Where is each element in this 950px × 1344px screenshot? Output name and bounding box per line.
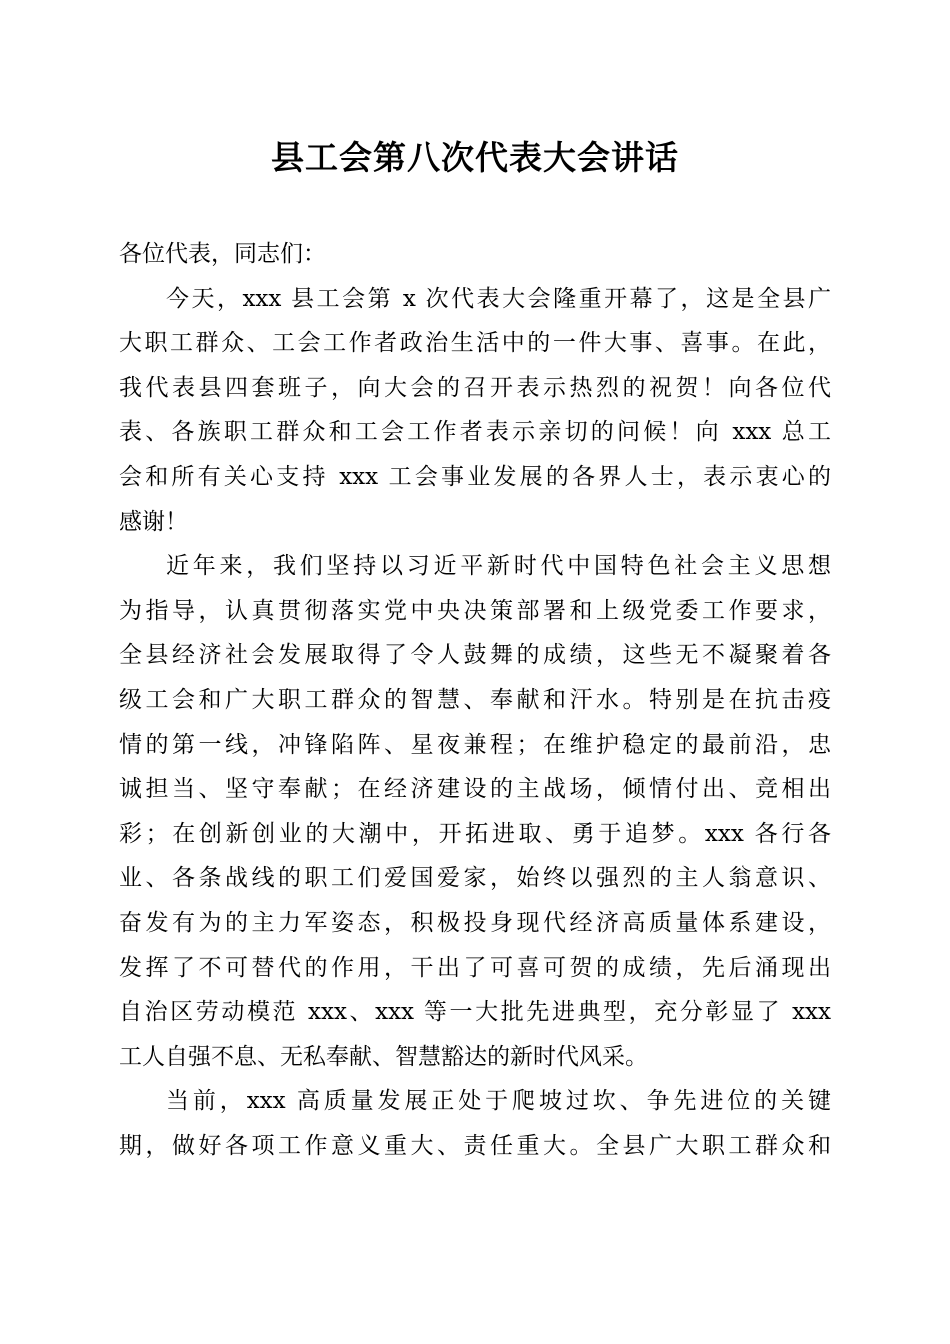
paragraph-1-line-2: 大职工群众、工会工作者政治生活中的一件大事、喜事。在此，: [119, 330, 831, 357]
paragraph-2-line-7: 彩；在创新创业的大潮中，开拓进取、勇于追梦。xxx 各行各: [119, 820, 831, 847]
paragraph-2-line-11: 自治区劳动模范 xxx、xxx 等一大批先进典型，充分彰显了 xxx: [119, 999, 831, 1026]
paragraph-3-line-1: 当前，xxx 高质量发展正处于爬坡过坎、争先进位的关键: [166, 1088, 831, 1115]
paragraph-2-line-10: 发挥了不可替代的作用，干出了可喜可贺的成绩，先后涌现出: [119, 954, 831, 981]
paragraph-2-line-6: 诚担当、坚守奉献；在经济建设的主战场，倾情付出、竞相出: [119, 776, 831, 803]
document-body: [119, 232, 831, 1168]
paragraph-2-line-12: 工人自强不息、无私奉献、智慧豁达的新时代风采。: [119, 1043, 648, 1070]
paragraph-2-line-1: 近年来，我们坚持以习近平新时代中国特色社会主义思想: [166, 553, 831, 580]
paragraph-1-line-6: 感谢！: [119, 508, 188, 535]
paragraph-2-line-4: 级工会和广大职工群众的智慧、奉献和汗水。特别是在抗击疫: [119, 686, 831, 713]
salutation: 各位代表，同志们：: [119, 241, 326, 267]
paragraph-1-line-4: 表、各族职工群众和工会工作者表示亲切的问候！向 xxx 总工: [119, 419, 831, 446]
paragraph-2-line-2: 为指导，认真贯彻落实党中央决策部署和上级党委工作要求，: [119, 597, 831, 624]
paragraph-1-line-5: 会和所有关心支持 xxx 工会事业发展的各界人士，表示衷心的: [119, 463, 831, 490]
paragraph-2-line-5: 情的第一线，冲锋陷阵、星夜兼程；在维护稳定的最前沿，忠: [119, 731, 831, 758]
paragraph-3-line-2: 期，做好各项工作意义重大、责任重大。全县广大职工群众和: [119, 1132, 831, 1159]
paragraph-2-line-3: 全县经济社会发展取得了令人鼓舞的成绩，这些无不凝聚着各: [119, 642, 831, 669]
paragraph-2-line-8: 业、各条战线的职工们爱国爱家，始终以强烈的主人翁意识、: [119, 865, 831, 892]
page-title: 县工会第八次代表大会讲话: [271, 138, 679, 177]
paragraph-1-line-1: 今天，xxx 县工会第 x 次代表大会隆重开幕了，这是全县广: [166, 285, 831, 312]
paragraph-1-line-3: 我代表县四套班子，向大会的召开表示热烈的祝贺！向各位代: [119, 374, 831, 401]
paragraph-2-line-9: 奋发有为的主力军姿态，积极投身现代经济高质量体系建设，: [119, 909, 831, 936]
